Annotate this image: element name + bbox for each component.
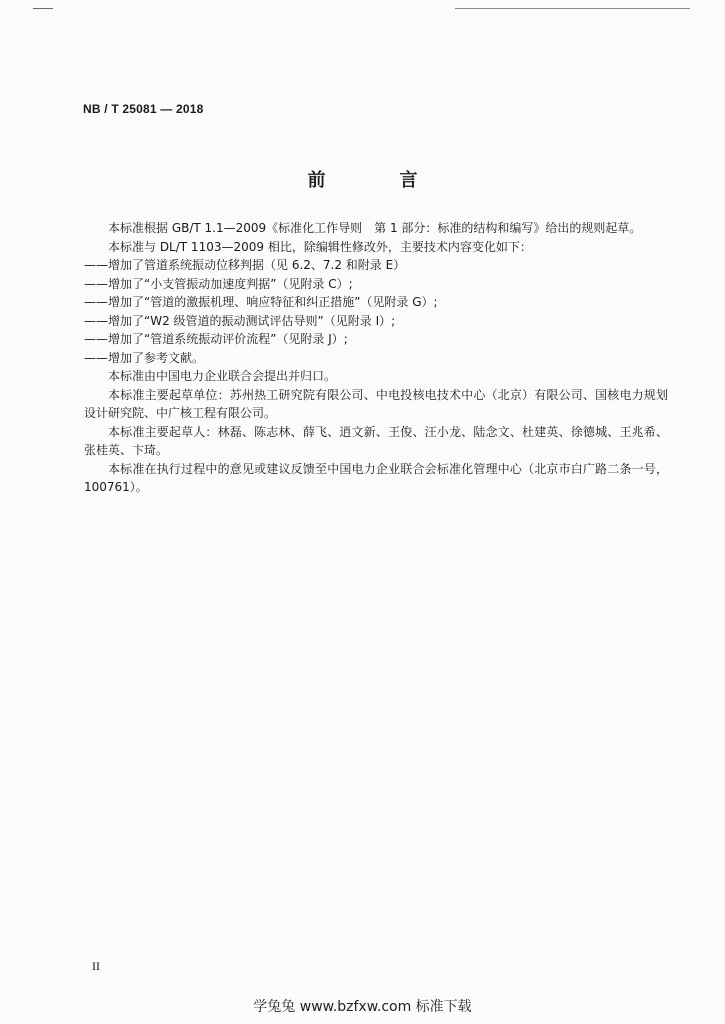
change-item: ——增加了“管道的激振机理、响应特征和纠正措施”（见附录 G）;	[84, 295, 438, 309]
page-title: 前 言	[307, 170, 446, 191]
watermark-text: 学兔兔 www.bzfxw.com 标准下载	[253, 999, 472, 1015]
paragraph-drafting-units: 本标准主要起草单位：苏州热工研究院有限公司、中电投核电技术中心（北京）有限公司、国核电力规划设计研究院、中广核工程有限公司。	[84, 387, 668, 420]
standard-code: NB / T 25081 — 2018	[83, 102, 204, 116]
change-item: ——增加了“W2 级管道的振动测试评估导则”（见附录 I）;	[84, 313, 396, 328]
scan-edge-line-right	[455, 8, 690, 9]
paragraph-drafting-rule: 本标准根据 GB/T 1.1—2009《标准化工作导则 第 1 部分：标准的结构和编写》给出的规则起草。	[108, 221, 642, 235]
paragraph-proposer: 本标准由中国电力企业联合会提出并归口。	[108, 369, 337, 383]
change-item: ——增加了“管道系统振动评价流程”（见附录 J）;	[84, 332, 348, 346]
foreword-body	[84, 219, 668, 497]
change-item: ——增加了“小支管振动加速度判据”（见附录 C）;	[84, 276, 353, 291]
change-item: ——增加了参考文献。	[84, 350, 205, 365]
change-item: ——增加了管道系统振动位移判据（见 6.2、7.2 和附录 E）	[84, 258, 406, 272]
paragraph-feedback: 本标准在执行过程中的意见或建议反馈至中国电力企业联合会标准化管理中心（北京市白广路二条一号，100761）。	[84, 461, 668, 494]
paragraph-drafters: 本标准主要起草人：林磊、陈志林、薛飞、逍文新、王俊、汪小龙、陆念文、杜建英、徐德城、王兆希、张桂英、卞琦。	[84, 424, 668, 457]
page-number: II	[92, 959, 100, 973]
scan-edge-line-left	[33, 8, 53, 9]
paragraph-changes-intro: 本标准与 DL/T 1103—2009 相比，除编辑性修改外，主要技术内容变化如下：	[108, 239, 532, 254]
